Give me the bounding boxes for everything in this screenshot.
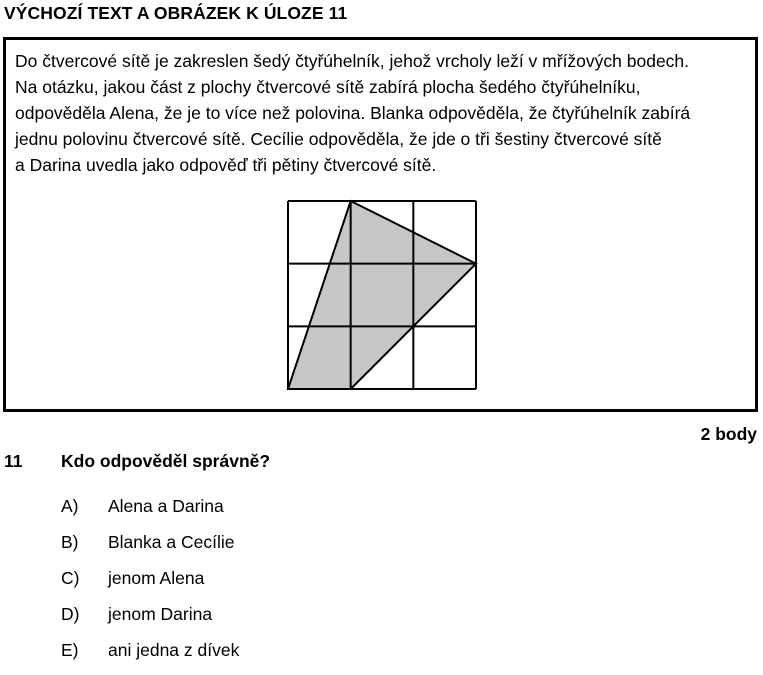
option-text: jenom Darina bbox=[108, 604, 213, 624]
points-label: 2 body bbox=[700, 424, 757, 444]
intro-line: Na otázku, jakou část z plochy čtvercové sítě zabírá plocha šedého čtyřúhelníku, bbox=[15, 77, 641, 97]
intro-line: Do čtvercové sítě je zakreslen šedý čtyřúhelník, jehož vrcholy leží v mřížových bodech. bbox=[15, 51, 690, 71]
question-number: 11 bbox=[4, 451, 23, 471]
intro-line: jednu polovinu čtvercové sítě. Cecílie odpověděla, že jde o tři šestiny čtvercové sítě bbox=[15, 129, 662, 149]
section-heading: VÝCHOZÍ TEXT A OBRÁZEK K ÚLOZE 11 bbox=[4, 3, 348, 23]
option-text: jenom Alena bbox=[108, 568, 205, 588]
source-text-box bbox=[3, 37, 758, 412]
option-letter: C) bbox=[61, 568, 80, 588]
option-letter: E) bbox=[61, 640, 79, 660]
option-letter: D) bbox=[61, 604, 80, 624]
question-text: Kdo odpověděl správně? bbox=[61, 451, 271, 471]
option-text: Alena a Darina bbox=[108, 496, 224, 516]
option-letter: B) bbox=[61, 532, 79, 552]
intro-text bbox=[15, 48, 750, 178]
intro-line: a Darina uvedla jako odpověď tři pětiny čtvercové sítě. bbox=[15, 155, 437, 175]
option-text: ani jedna z dívek bbox=[108, 640, 240, 660]
intro-line: odpověděla Alena, že je to více než polovina. Blanka odpověděla, že čtyřúhelník zabírá bbox=[15, 103, 691, 123]
option-text: Blanka a Cecílie bbox=[108, 532, 235, 552]
gray-quadrilateral bbox=[288, 201, 476, 389]
option-letter: A) bbox=[61, 496, 79, 516]
grid-figure bbox=[286, 199, 478, 391]
